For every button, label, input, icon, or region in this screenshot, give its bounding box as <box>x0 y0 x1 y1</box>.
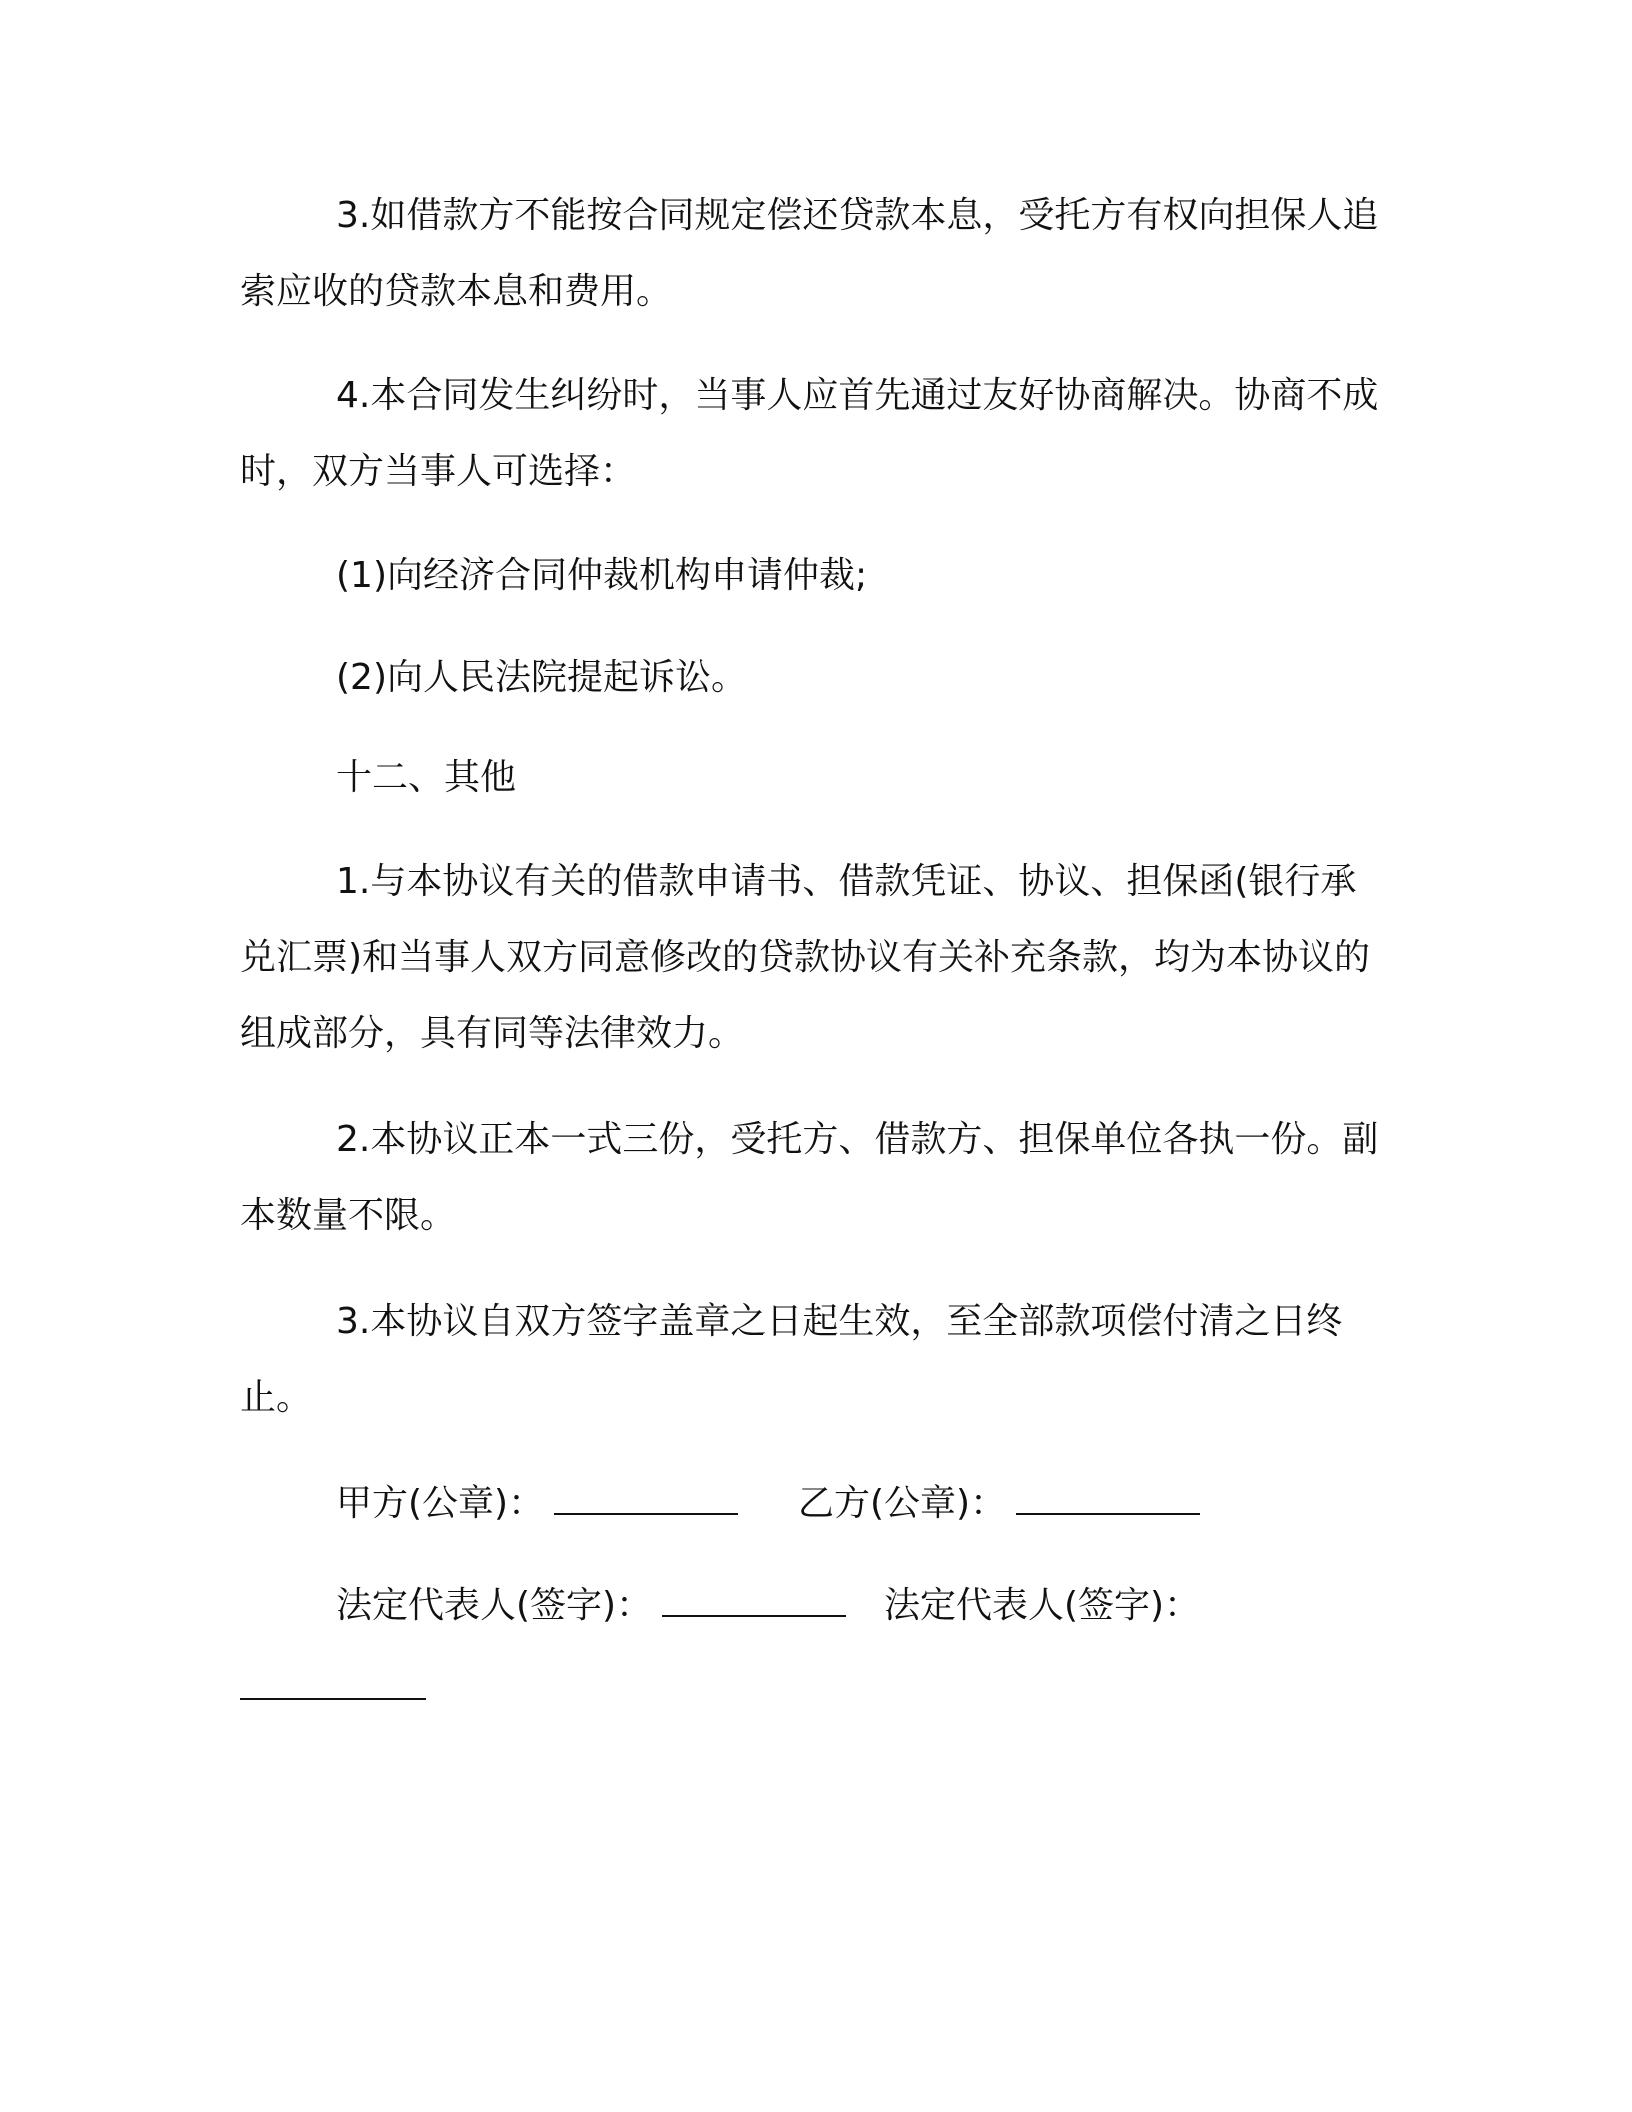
section-paragraph-1: 1.与本协议有关的借款申请书、借款凭证、协议、担保函(银行承兑汇票)和当事人双方同意修改的贷款协议有关补充条款，均为本协议的组成部分，具有同等法律效力。 <box>240 861 1371 1054</box>
rep-b-line <box>884 1568 1200 1644</box>
rep-a-label: 法定代表人(签字)： <box>336 1585 653 1626</box>
section-heading: 十二、其他 <box>336 757 517 798</box>
section-paragraph-2: 2.本协议正本一式三份，受托方、借款方、担保单位各执一份。副本数量不限。 <box>240 1119 1379 1236</box>
rep-b-label: 法定代表人(签字)： <box>884 1585 1201 1626</box>
option-1: (1)向经济合同仲裁机构申请仲裁; <box>336 555 868 596</box>
rep-a-line <box>336 1568 846 1644</box>
rep-b-blank[interactable] <box>240 1696 426 1700</box>
clause-4: 4.本合同发生纠纷时，当事人应首先通过友好协商解决。协商不成时，双方当事人可选择： <box>240 375 1379 492</box>
party-b-seal-label: 乙方(公章)： <box>798 1483 1007 1524</box>
section-paragraph-3: 3.本协议自双方签字盖章之日起生效，至全部款项偿付清之日终止。 <box>240 1301 1343 1418</box>
clause-3: 3.如借款方不能按合同规定偿还贷款本息，受托方有权向担保人追索应收的贷款本息和费用。 <box>240 195 1379 312</box>
option-2: (2)向人民法院提起诉讼。 <box>336 657 747 698</box>
party-a-seal-label: 甲方(公章)： <box>336 1483 545 1524</box>
party-b-seal-line <box>798 1466 1200 1542</box>
party-a-seal-line <box>336 1466 738 1542</box>
rep-a-blank[interactable] <box>662 1587 846 1617</box>
party-b-seal-blank[interactable] <box>1016 1485 1200 1515</box>
party-a-seal-blank[interactable] <box>554 1485 738 1515</box>
